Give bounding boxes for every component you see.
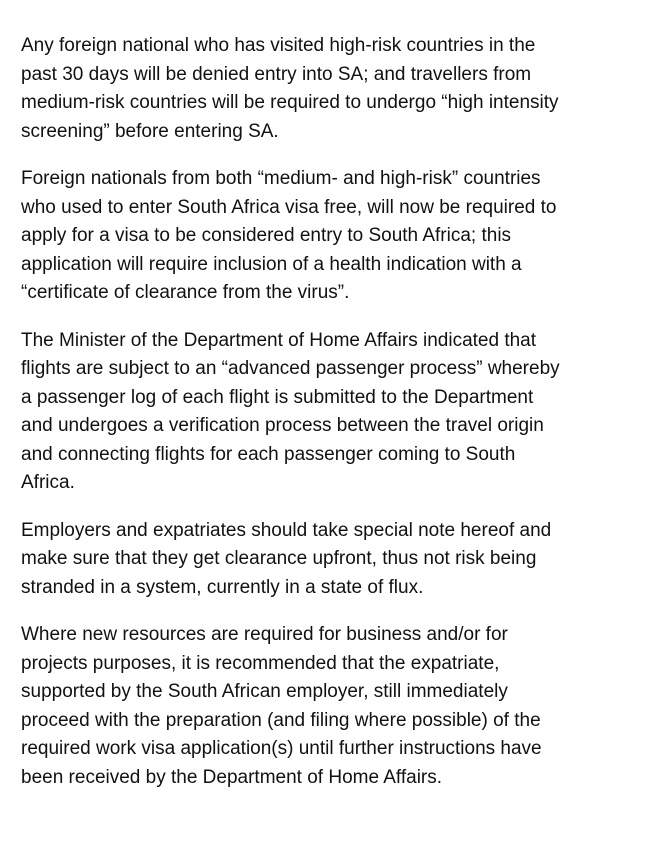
text-line: Africa. bbox=[21, 472, 75, 493]
text-line: “certificate of clearance from the virus”. bbox=[21, 282, 350, 303]
text-line: application will require inclusion of a health indication with a bbox=[21, 253, 522, 275]
text-line: a passenger log of each flight is submitted to the Department bbox=[21, 386, 534, 408]
text-line: screening” before entering SA. bbox=[21, 120, 279, 142]
text-line: Any foreign national who has visited high-risk countries in the bbox=[21, 35, 536, 56]
text-line: flights are subject to an “advanced passenger process” whereby bbox=[21, 358, 560, 379]
text-line: who used to enter South Africa visa free, will now be required to bbox=[21, 196, 557, 218]
text-line: supported by the South African employer, still immediately bbox=[21, 681, 508, 702]
text-line: and connecting flights for each passenger coming to South bbox=[21, 443, 516, 465]
text-line: proceed with the preparation (and filing where possible) of the bbox=[21, 709, 541, 731]
text-line: projects purposes, it is recommended that the expatriate, bbox=[21, 652, 500, 674]
paragraph-employer-note bbox=[21, 517, 633, 603]
text-line: The Minister of the Department of Home Affairs indicated that bbox=[21, 329, 537, 351]
text-line: past 30 days will be denied entry into SA; and travellers from bbox=[21, 63, 532, 85]
text-line: make sure that they get clearance upfront, thus not risk being bbox=[21, 548, 537, 569]
paragraph-recommendation bbox=[21, 621, 633, 792]
paragraph-entry-restrictions bbox=[21, 32, 633, 146]
paragraph-passenger-process bbox=[21, 327, 633, 498]
text-line: Foreign nationals from both “medium- and high-risk” countries bbox=[21, 168, 541, 189]
text-line: stranded in a system, currently in a state of flux. bbox=[21, 576, 424, 598]
text-line: Employers and expatriates should take special note hereof and bbox=[21, 519, 552, 541]
document-body bbox=[21, 32, 633, 811]
text-line: apply for a visa to be considered entry to South Africa; this bbox=[21, 225, 512, 246]
text-line: medium-risk countries will be required to undergo “high intensity bbox=[21, 92, 559, 113]
paragraph-visa-requirements bbox=[21, 165, 633, 308]
text-line: required work visa application(s) until further instructions have bbox=[21, 738, 542, 759]
text-line: Where new resources are required for business and/or for bbox=[21, 624, 508, 645]
text-line: been received by the Department of Home Affairs. bbox=[21, 766, 443, 788]
text-line: and undergoes a verification process between the travel origin bbox=[21, 415, 544, 436]
